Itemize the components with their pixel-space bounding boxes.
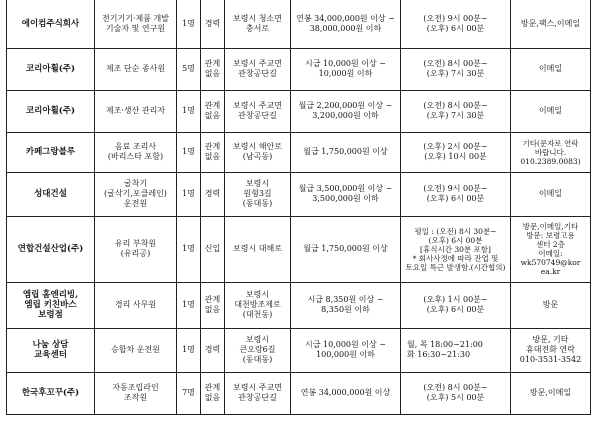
company-name: 카페그랑블루 <box>7 132 95 172</box>
salary: 월급 3,500,000원 이상 ~ 3,500,000원 이하 <box>291 172 401 216</box>
salary: 시급 10,000원 이상 ~ 10,000원 이하 <box>291 48 401 90</box>
work-location: 보령시 대천방조제로 (대천동) <box>225 282 291 328</box>
salary: 연봉 34,000,000원 이상 <box>291 372 401 414</box>
work-hours: 평일 : (오전) 8시 30분~ (오후) 6시 00분 [휴식시간 30분 포함] * 회사사정에 따라 잔업 및 토요일 특근 발생함.(시간협의) <box>401 216 511 282</box>
work-hours: (오전) 8시 00분~ (오후) 7시 30분 <box>401 90 511 132</box>
position: 음료 조리사 (바리스타 포함) <box>95 132 177 172</box>
experience: 경력 <box>201 172 225 216</box>
headcount: 1명 <box>177 132 201 172</box>
position: 제조 단순 종사원 <box>95 48 177 90</box>
table-row <box>7 48 591 90</box>
headcount: 1명 <box>177 172 201 216</box>
experience: 신입 <box>201 216 225 282</box>
headcount: 7명 <box>177 372 201 414</box>
position: 승합차 운전원 <box>95 328 177 372</box>
position: 유리 부착원 (유리공) <box>95 216 177 282</box>
application-method: 방문,이메일 <box>511 372 591 414</box>
work-location: 보령시 주교면 관창공단길 <box>225 90 291 132</box>
work-hours: (오전) 8시 00분~ (오후) 7시 30분 <box>401 48 511 90</box>
work-location: 보령시 주교면 관창공단길 <box>225 372 291 414</box>
position: 자동조립라인 조작원 <box>95 372 177 414</box>
application-method: 이메일 <box>511 90 591 132</box>
position: 전기기기·제품 개발 기술자 및 연구원 <box>95 0 177 48</box>
headcount: 1명 <box>177 282 201 328</box>
work-location: 보령시 원형3길 (동대동) <box>225 172 291 216</box>
company-name: 코리아휠(주) <box>7 48 95 90</box>
work-hours: (오전) 9시 00분~ (오후) 6시 00분 <box>401 0 511 48</box>
experience: 경력 <box>201 0 225 48</box>
company-name: 연합건설산업(주) <box>7 216 95 282</box>
salary: 시급 10,000원 이상 ~ 100,000원 이하 <box>291 328 401 372</box>
salary: 월급 1,750,000원 이상 <box>291 132 401 172</box>
experience: 관계 없음 <box>201 132 225 172</box>
work-location: 보령시 해안로 (남곡동) <box>225 132 291 172</box>
salary: 월급 2,200,000원 이상 ~ 3,200,000원 이하 <box>291 90 401 132</box>
application-method: 이메일 <box>511 172 591 216</box>
application-method: 방문, 기타 휴대전화 연락 010-3531-3542 <box>511 328 591 372</box>
experience: 관계 없음 <box>201 372 225 414</box>
work-hours: (오전) 9시 00분~ (오후) 6시 00분 <box>401 172 511 216</box>
salary: 연봉 34,000,000원 이상 ~ 38,000,000원 이하 <box>291 0 401 48</box>
company-name: 에이컴주식회사 <box>7 0 95 48</box>
work-hours: (오후) 2시 00분~ (오후) 10시 00분 <box>401 132 511 172</box>
table-row <box>7 90 591 132</box>
position: 굴착기 (굴삭기,포클레인) 운전원 <box>95 172 177 216</box>
application-method: 기타(문자로 연락 바랍니다. 010.2389.0083) <box>511 132 591 172</box>
table-row <box>7 132 591 172</box>
work-hours: 월, 목 18:00~21:00 화 16:30~21:30 <box>401 328 511 372</box>
experience: 관계 없음 <box>201 90 225 132</box>
work-location: 보령시 주교면 관창공단길 <box>225 48 291 90</box>
headcount: 1명 <box>177 90 201 132</box>
headcount: 5명 <box>177 48 201 90</box>
work-location: 보령시 대해로 <box>225 216 291 282</box>
table-row <box>7 0 591 48</box>
company-name: 나눔 상담 교육센터 <box>7 328 95 372</box>
table-row <box>7 372 591 414</box>
application-method: 방문,이메일,기타 방문: 보령고용 센터 2층 이메일: wk570749@kor ea.kr <box>511 216 591 282</box>
job-listing-page <box>6 0 594 424</box>
experience: 관계 없음 <box>201 48 225 90</box>
table-row <box>7 216 591 282</box>
work-hours: (오전) 8시 00분~ (오후) 5시 00분 <box>401 372 511 414</box>
position: 경리 사무원 <box>95 282 177 328</box>
headcount: 1명 <box>177 328 201 372</box>
table-row <box>7 282 591 328</box>
job-listing-table <box>6 0 591 415</box>
company-name: 성대건설 <box>7 172 95 216</box>
application-method: 방문 <box>511 282 591 328</box>
work-hours: (오후) 1시 00분~ (오후) 6시 00분 <box>401 282 511 328</box>
salary: 월급 1,750,000원 이상 <box>291 216 401 282</box>
company-name: 코리아휠(주) <box>7 90 95 132</box>
experience: 경력 <box>201 328 225 372</box>
work-location: 보령시 청소면 충서로 <box>225 0 291 48</box>
work-location: 보령시 큰오랑6길 (동대동) <box>225 328 291 372</box>
position: 제조·생산 관리자 <box>95 90 177 132</box>
table-row <box>7 172 591 216</box>
company-name: 한국후꼬꾸(주) <box>7 372 95 414</box>
experience: 관계 없음 <box>201 282 225 328</box>
salary: 시급 8,350원 이상 ~ 8,350원 이하 <box>291 282 401 328</box>
company-name: 엠립 홈엔리빙, 엠립 키친바스 보령점 <box>7 282 95 328</box>
table-row <box>7 328 591 372</box>
application-method: 이메일 <box>511 48 591 90</box>
headcount: 1명 <box>177 216 201 282</box>
headcount: 1명 <box>177 0 201 48</box>
application-method: 방문,팩스,이메일 <box>511 0 591 48</box>
